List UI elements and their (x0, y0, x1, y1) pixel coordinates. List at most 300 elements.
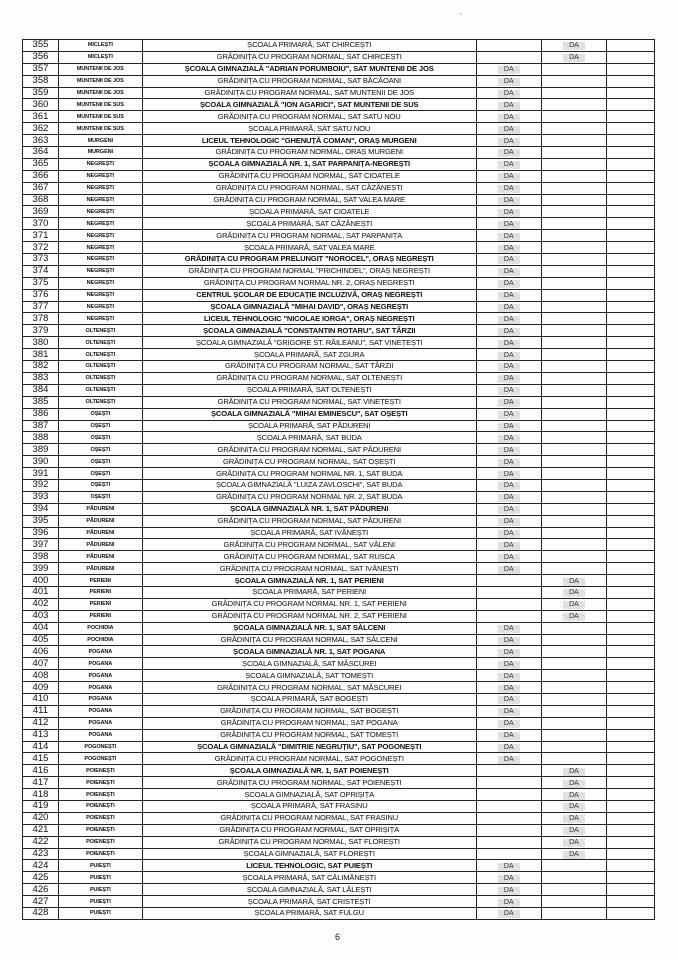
table-row (23, 598, 655, 610)
answer-col-a-cell (476, 908, 541, 920)
locality-cell: NEGREȘTI (58, 170, 142, 182)
row-number-cell: 358 (23, 75, 59, 87)
table-row (23, 479, 655, 491)
answer-col-a-cell (476, 551, 541, 563)
row-number-cell: 386 (23, 408, 59, 420)
da-mark: DA (498, 542, 520, 550)
locality-cell: PĂDURENI (58, 563, 142, 575)
da-mark: DA (498, 673, 520, 681)
table-row (23, 170, 655, 182)
answer-col-b-cell (541, 646, 606, 658)
school-unit-cell: ȘCOALA GIMNAZIALĂ NR. 1, SAT POIENEȘTI (142, 765, 476, 777)
empty-col-cell (607, 361, 655, 373)
da-mark: DA (498, 352, 520, 360)
table-row (23, 801, 655, 813)
da-mark: DA (498, 173, 520, 181)
answer-col-b-cell (541, 836, 606, 848)
school-unit-cell: ȘCOALA GIMNAZIALĂ "LUIZA ZAVLOSCHI", SAT BUDA (142, 479, 476, 491)
answer-col-b-cell (541, 372, 606, 384)
locality-cell: PUIEȘTI (58, 860, 142, 872)
answer-col-b-cell (541, 765, 606, 777)
table-row (23, 586, 655, 598)
table-row (23, 75, 655, 87)
row-number-cell: 377 (23, 301, 59, 313)
row-number-cell: 411 (23, 705, 59, 717)
answer-col-b-cell (541, 468, 606, 480)
table-row (23, 63, 655, 75)
table-row (23, 765, 655, 777)
answer-col-b-cell (541, 361, 606, 373)
locality-cell: POIENEȘTI (58, 836, 142, 848)
answer-col-a-cell (476, 289, 541, 301)
da-mark: DA (563, 803, 585, 811)
row-number-cell: 414 (23, 741, 59, 753)
empty-col-cell (607, 717, 655, 729)
answer-col-a-cell (476, 384, 541, 396)
empty-col-cell (607, 87, 655, 99)
school-unit-cell: ȘCOALA PRIMARĂ, SAT PĂDURENI (142, 420, 476, 432)
answer-col-b-cell (541, 801, 606, 813)
da-mark: DA (563, 578, 585, 586)
locality-cell: POGANA (58, 729, 142, 741)
answer-col-b-cell (541, 896, 606, 908)
school-unit-cell: GRĂDINIȚA CU PROGRAM NORMAL, SAT VALEA MARE (142, 194, 476, 206)
empty-col-cell (607, 908, 655, 920)
answer-col-b-cell (541, 230, 606, 242)
school-unit-cell: GRĂDINIȚA CU PROGRAM NORMAL, SAT MĂSCUREI (142, 682, 476, 694)
answer-col-a-cell (476, 622, 541, 634)
row-number-cell: 380 (23, 337, 59, 349)
locality-cell: PERIENI (58, 575, 142, 587)
locality-cell: POIENEȘTI (58, 812, 142, 824)
answer-col-a-cell (476, 123, 541, 135)
row-number-cell: 393 (23, 491, 59, 503)
table-row (23, 503, 655, 515)
answer-col-a-cell (476, 563, 541, 575)
table-row (23, 824, 655, 836)
locality-cell: OȘEȘTI (58, 432, 142, 444)
row-number-cell: 394 (23, 503, 59, 515)
empty-col-cell (607, 622, 655, 634)
row-number-cell: 375 (23, 277, 59, 289)
da-mark: DA (498, 102, 520, 110)
locality-cell: PUIEȘTI (58, 896, 142, 908)
school-unit-cell: ȘCOALA PRIMARĂ, SAT FULGU (142, 908, 476, 920)
row-number-cell: 374 (23, 265, 59, 277)
answer-col-b-cell (541, 51, 606, 63)
row-number-cell: 366 (23, 170, 59, 182)
locality-cell: POGONEȘTI (58, 753, 142, 765)
row-number-cell: 422 (23, 836, 59, 848)
row-number-cell: 387 (23, 420, 59, 432)
table-row (23, 539, 655, 551)
school-unit-cell: LICEUL TEHNOLOGIC "GHENUȚĂ COMAN", ORAȘ MURGENI (142, 135, 476, 147)
answer-col-a-cell (476, 444, 541, 456)
school-unit-cell: ȘCOALA PRIMARĂ, SAT FRASINU (142, 801, 476, 813)
answer-col-b-cell (541, 301, 606, 313)
school-unit-cell: ȘCOALA GIMNAZIALĂ "DIMITRIE NEGRUȚIU", SAT POGONEȘTI (142, 741, 476, 753)
row-number-cell: 356 (23, 51, 59, 63)
locality-cell: NEGREȘTI (58, 218, 142, 230)
school-unit-cell: ȘCOALA PRIMARĂ, SAT SATU NOU (142, 123, 476, 135)
table-row (23, 622, 655, 634)
school-unit-cell: ȘCOALA PRIMARĂ, SAT CRISTEȘTI (142, 896, 476, 908)
locality-cell: PĂDURENI (58, 503, 142, 515)
row-number-cell: 412 (23, 717, 59, 729)
da-mark: DA (498, 471, 520, 479)
table-row (23, 563, 655, 575)
answer-col-b-cell (541, 396, 606, 408)
table-row (23, 872, 655, 884)
school-unit-cell: GRĂDINIȚA CU PROGRAM NORMAL, SAT OPRIȘIȚA (142, 824, 476, 836)
da-mark: DA (498, 90, 520, 98)
school-unit-cell: GRĂDINIȚA CU PROGRAM NORMAL NR. 2, SAT PERIENI (142, 610, 476, 622)
da-mark: DA (563, 780, 585, 788)
school-unit-cell: GRĂDINIȚA CU PROGRAM NORMAL NR. 2, SAT BUDA (142, 491, 476, 503)
school-unit-cell: ȘCOALA GIMNAZIALĂ NR. 1, SAT SĂLCENI (142, 622, 476, 634)
table-row (23, 551, 655, 563)
answer-col-a-cell (476, 301, 541, 313)
table-row (23, 432, 655, 444)
row-number-cell: 362 (23, 123, 59, 135)
table-body (23, 40, 655, 920)
row-number-cell: 367 (23, 182, 59, 194)
answer-col-a-cell (476, 242, 541, 254)
answer-col-b-cell (541, 551, 606, 563)
empty-col-cell (607, 420, 655, 432)
table-row (23, 515, 655, 527)
answer-col-a-cell (476, 670, 541, 682)
answer-col-a-cell (476, 63, 541, 75)
empty-col-cell (607, 539, 655, 551)
empty-col-cell (607, 230, 655, 242)
locality-cell: POCHIDIA (58, 634, 142, 646)
row-number-cell: 372 (23, 242, 59, 254)
da-mark: DA (498, 435, 520, 443)
answer-col-a-cell (476, 420, 541, 432)
da-mark: DA (498, 138, 520, 146)
answer-col-a-cell (476, 884, 541, 896)
locality-cell: OLTENEȘTI (58, 384, 142, 396)
answer-col-b-cell (541, 503, 606, 515)
empty-col-cell (607, 693, 655, 705)
table-row (23, 717, 655, 729)
answer-col-b-cell (541, 135, 606, 147)
corner-mark: ' (460, 12, 462, 21)
empty-col-cell (607, 563, 655, 575)
answer-col-a-cell (476, 753, 541, 765)
empty-col-cell (607, 824, 655, 836)
table-row (23, 444, 655, 456)
da-mark: DA (498, 720, 520, 728)
locality-cell: OȘEȘTI (58, 479, 142, 491)
answer-col-a-cell (476, 194, 541, 206)
locality-cell: OLTENEȘTI (58, 349, 142, 361)
row-number-cell: 403 (23, 610, 59, 622)
school-unit-cell: ȘCOALA PRIMARĂ, SAT VALEA MARE (142, 242, 476, 254)
locality-cell: MUNTENII DE JOS (58, 75, 142, 87)
answer-col-b-cell (541, 147, 606, 159)
table-row (23, 123, 655, 135)
locality-cell: POGANA (58, 717, 142, 729)
school-unit-cell: GRĂDINIȚA CU PROGRAM NORMAL, SAT CĂZĂNEȘTI (142, 182, 476, 194)
school-unit-cell: ȘCOALA PRIMARĂ, SAT PERIENI (142, 586, 476, 598)
answer-col-a-cell (476, 539, 541, 551)
answer-col-a-cell (476, 610, 541, 622)
answer-col-b-cell (541, 741, 606, 753)
answer-col-a-cell (476, 396, 541, 408)
locality-cell: NEGREȘTI (58, 254, 142, 266)
answer-col-b-cell (541, 610, 606, 622)
answer-col-a-cell (476, 147, 541, 159)
school-unit-cell: GRĂDINIȚA CU PROGRAM NORMAL, SAT VĂLENI (142, 539, 476, 551)
answer-col-a-cell (476, 801, 541, 813)
table-row (23, 325, 655, 337)
locality-cell: POGANA (58, 693, 142, 705)
row-number-cell: 381 (23, 349, 59, 361)
answer-col-b-cell (541, 729, 606, 741)
empty-col-cell (607, 610, 655, 622)
da-mark: DA (498, 328, 520, 336)
da-mark: DA (498, 423, 520, 431)
table-row (23, 848, 655, 860)
da-mark: DA (563, 42, 585, 50)
row-number-cell: 423 (23, 848, 59, 860)
answer-col-b-cell (541, 456, 606, 468)
da-mark: DA (498, 887, 520, 895)
schools-table (22, 39, 655, 920)
locality-cell: NEGREȘTI (58, 277, 142, 289)
da-mark: DA (563, 851, 585, 859)
answer-col-b-cell (541, 872, 606, 884)
answer-col-a-cell (476, 158, 541, 170)
school-unit-cell: CENTRUL ȘCOLAR DE EDUCAȚIE INCLUZIVĂ, ORAȘ NEGREȘTI (142, 289, 476, 301)
answer-col-a-cell (476, 230, 541, 242)
locality-cell: NEGREȘTI (58, 230, 142, 242)
locality-cell: POIENEȘTI (58, 801, 142, 813)
row-number-cell: 383 (23, 372, 59, 384)
answer-col-a-cell (476, 824, 541, 836)
answer-col-a-cell (476, 777, 541, 789)
empty-col-cell (607, 349, 655, 361)
answer-col-b-cell (541, 575, 606, 587)
answer-col-a-cell (476, 361, 541, 373)
empty-col-cell (607, 729, 655, 741)
table-row (23, 836, 655, 848)
table-row (23, 420, 655, 432)
table-row (23, 372, 655, 384)
row-number-cell: 388 (23, 432, 59, 444)
empty-col-cell (607, 491, 655, 503)
table-row (23, 349, 655, 361)
da-mark: DA (563, 601, 585, 609)
row-number-cell: 402 (23, 598, 59, 610)
table-row (23, 158, 655, 170)
locality-cell: NEGREȘTI (58, 265, 142, 277)
school-unit-cell: GRĂDINIȚA CU PROGRAM NORMAL, SAT PARPANIȚA (142, 230, 476, 242)
school-unit-cell: GRĂDINIȚA CU PROGRAM NORMAL, SAT FRASINU (142, 812, 476, 824)
locality-cell: POIENEȘTI (58, 765, 142, 777)
answer-col-a-cell (476, 170, 541, 182)
da-mark: DA (498, 875, 520, 883)
da-mark: DA (498, 899, 520, 907)
row-number-cell: 359 (23, 87, 59, 99)
row-number-cell: 382 (23, 361, 59, 373)
answer-col-a-cell (476, 408, 541, 420)
answer-col-b-cell (541, 123, 606, 135)
answer-col-a-cell (476, 503, 541, 515)
locality-cell: OȘEȘTI (58, 456, 142, 468)
table-row (23, 313, 655, 325)
page-number: 6 (335, 932, 341, 942)
answer-col-b-cell (541, 337, 606, 349)
locality-cell: NEGREȘTI (58, 182, 142, 194)
row-number-cell: 395 (23, 515, 59, 527)
empty-col-cell (607, 289, 655, 301)
school-unit-cell: GRĂDINIȚA CU PROGRAM NORMAL NR. 1, SAT PERIENI (142, 598, 476, 610)
answer-col-b-cell (541, 254, 606, 266)
da-mark: DA (563, 792, 585, 800)
school-unit-cell: ȘCOALA PRIMARĂ, SAT CĂLIMĂNEȘTI (142, 872, 476, 884)
school-unit-cell: GRĂDINIȚA CU PROGRAM PRELUNGIT "NOROCEL", ORAȘ NEGREȘTI (142, 254, 476, 266)
answer-col-b-cell (541, 206, 606, 218)
answer-col-a-cell (476, 515, 541, 527)
answer-col-b-cell (541, 420, 606, 432)
answer-col-a-cell (476, 658, 541, 670)
answer-col-a-cell (476, 135, 541, 147)
locality-cell: POGONEȘTI (58, 741, 142, 753)
answer-col-b-cell (541, 908, 606, 920)
answer-col-a-cell (476, 682, 541, 694)
school-unit-cell: GRĂDINIȚA CU PROGRAM NORMAL, SAT CHIRCEȘTI (142, 51, 476, 63)
empty-col-cell (607, 527, 655, 539)
empty-col-cell (607, 182, 655, 194)
da-mark: DA (498, 114, 520, 122)
locality-cell: OȘEȘTI (58, 420, 142, 432)
answer-col-a-cell (476, 87, 541, 99)
row-number-cell: 389 (23, 444, 59, 456)
empty-col-cell (607, 158, 655, 170)
da-mark: DA (498, 304, 520, 312)
locality-cell: OȘEȘTI (58, 408, 142, 420)
school-unit-cell: GRĂDINIȚA CU PROGRAM NORMAL, SAT POGANA (142, 717, 476, 729)
table-row (23, 896, 655, 908)
da-mark: DA (498, 126, 520, 134)
answer-col-b-cell (541, 527, 606, 539)
row-number-cell: 379 (23, 325, 59, 337)
table-row (23, 812, 655, 824)
da-mark: DA (498, 637, 520, 645)
answer-col-a-cell (476, 432, 541, 444)
school-unit-cell: ȘCOALA GIMNAZIALĂ NR. 1, SAT POGANA (142, 646, 476, 658)
locality-cell: MUNTENII DE JOS (58, 63, 142, 75)
table-row (23, 111, 655, 123)
answer-col-b-cell (541, 789, 606, 801)
locality-cell: OȘEȘTI (58, 468, 142, 480)
school-unit-cell: GRĂDINIȚA CU PROGRAM NORMAL, SAT OȘEȘTI (142, 456, 476, 468)
da-mark: DA (498, 732, 520, 740)
table-row (23, 634, 655, 646)
empty-col-cell (607, 170, 655, 182)
da-mark: DA (498, 233, 520, 241)
answer-col-a-cell (476, 789, 541, 801)
school-unit-cell: GRĂDINIȚA CU PROGRAM NORMAL, SAT SĂLCENI (142, 634, 476, 646)
school-unit-cell: GRĂDINIȚA CU PROGRAM NORMAL, SAT TÂRZII (142, 361, 476, 373)
empty-col-cell (607, 277, 655, 289)
locality-cell: POGANA (58, 705, 142, 717)
table-row (23, 384, 655, 396)
table-row (23, 87, 655, 99)
table-row (23, 908, 655, 920)
empty-col-cell (607, 848, 655, 860)
table-row (23, 337, 655, 349)
locality-cell: MICLEȘTI (58, 51, 142, 63)
table-row (23, 218, 655, 230)
table-row (23, 147, 655, 159)
locality-cell: OLTENEȘTI (58, 396, 142, 408)
row-number-cell: 405 (23, 634, 59, 646)
empty-col-cell (607, 40, 655, 52)
da-mark: DA (563, 815, 585, 823)
row-number-cell: 398 (23, 551, 59, 563)
empty-col-cell (607, 836, 655, 848)
answer-col-b-cell (541, 158, 606, 170)
answer-col-a-cell (476, 598, 541, 610)
answer-col-a-cell (476, 860, 541, 872)
row-number-cell: 360 (23, 99, 59, 111)
row-number-cell: 391 (23, 468, 59, 480)
answer-col-b-cell (541, 182, 606, 194)
school-unit-cell: ȘCOALA GIMNAZIALĂ, SAT TOMEȘTI (142, 670, 476, 682)
answer-col-b-cell (541, 325, 606, 337)
empty-col-cell (607, 396, 655, 408)
table-row (23, 182, 655, 194)
locality-cell: MUNTENII DE JOS (58, 87, 142, 99)
answer-col-a-cell (476, 836, 541, 848)
answer-col-b-cell (541, 384, 606, 396)
row-number-cell: 364 (23, 147, 59, 159)
empty-col-cell (607, 372, 655, 384)
answer-col-b-cell (541, 705, 606, 717)
row-number-cell: 427 (23, 896, 59, 908)
answer-col-b-cell (541, 539, 606, 551)
answer-col-a-cell (476, 40, 541, 52)
empty-col-cell (607, 75, 655, 87)
row-number-cell: 420 (23, 812, 59, 824)
answer-col-a-cell (476, 812, 541, 824)
empty-col-cell (607, 479, 655, 491)
locality-cell: PUIEȘTI (58, 908, 142, 920)
table-row (23, 753, 655, 765)
school-unit-cell: GRĂDINIȚA CU PROGRAM NORMAL, SAT POGONEȘTI (142, 753, 476, 765)
answer-col-a-cell (476, 265, 541, 277)
school-unit-cell: ȘCOALA PRIMARĂ, SAT BOGEȘTI (142, 693, 476, 705)
school-unit-cell: GRĂDINIȚA CU PROGRAM NORMAL, SAT BĂCĂOANI (142, 75, 476, 87)
answer-col-a-cell (476, 277, 541, 289)
empty-col-cell (607, 63, 655, 75)
answer-col-a-cell (476, 99, 541, 111)
answer-col-b-cell (541, 658, 606, 670)
answer-col-b-cell (541, 824, 606, 836)
da-mark: DA (498, 863, 520, 871)
da-mark: DA (563, 613, 585, 621)
answer-col-b-cell (541, 75, 606, 87)
da-mark: DA (498, 411, 520, 419)
row-number-cell: 355 (23, 40, 59, 52)
row-number-cell: 424 (23, 860, 59, 872)
empty-col-cell (607, 872, 655, 884)
school-unit-cell: ȘCOALA GIMNAZIALĂ "MIHAI EMINESCU", SAT OȘEȘTI (142, 408, 476, 420)
